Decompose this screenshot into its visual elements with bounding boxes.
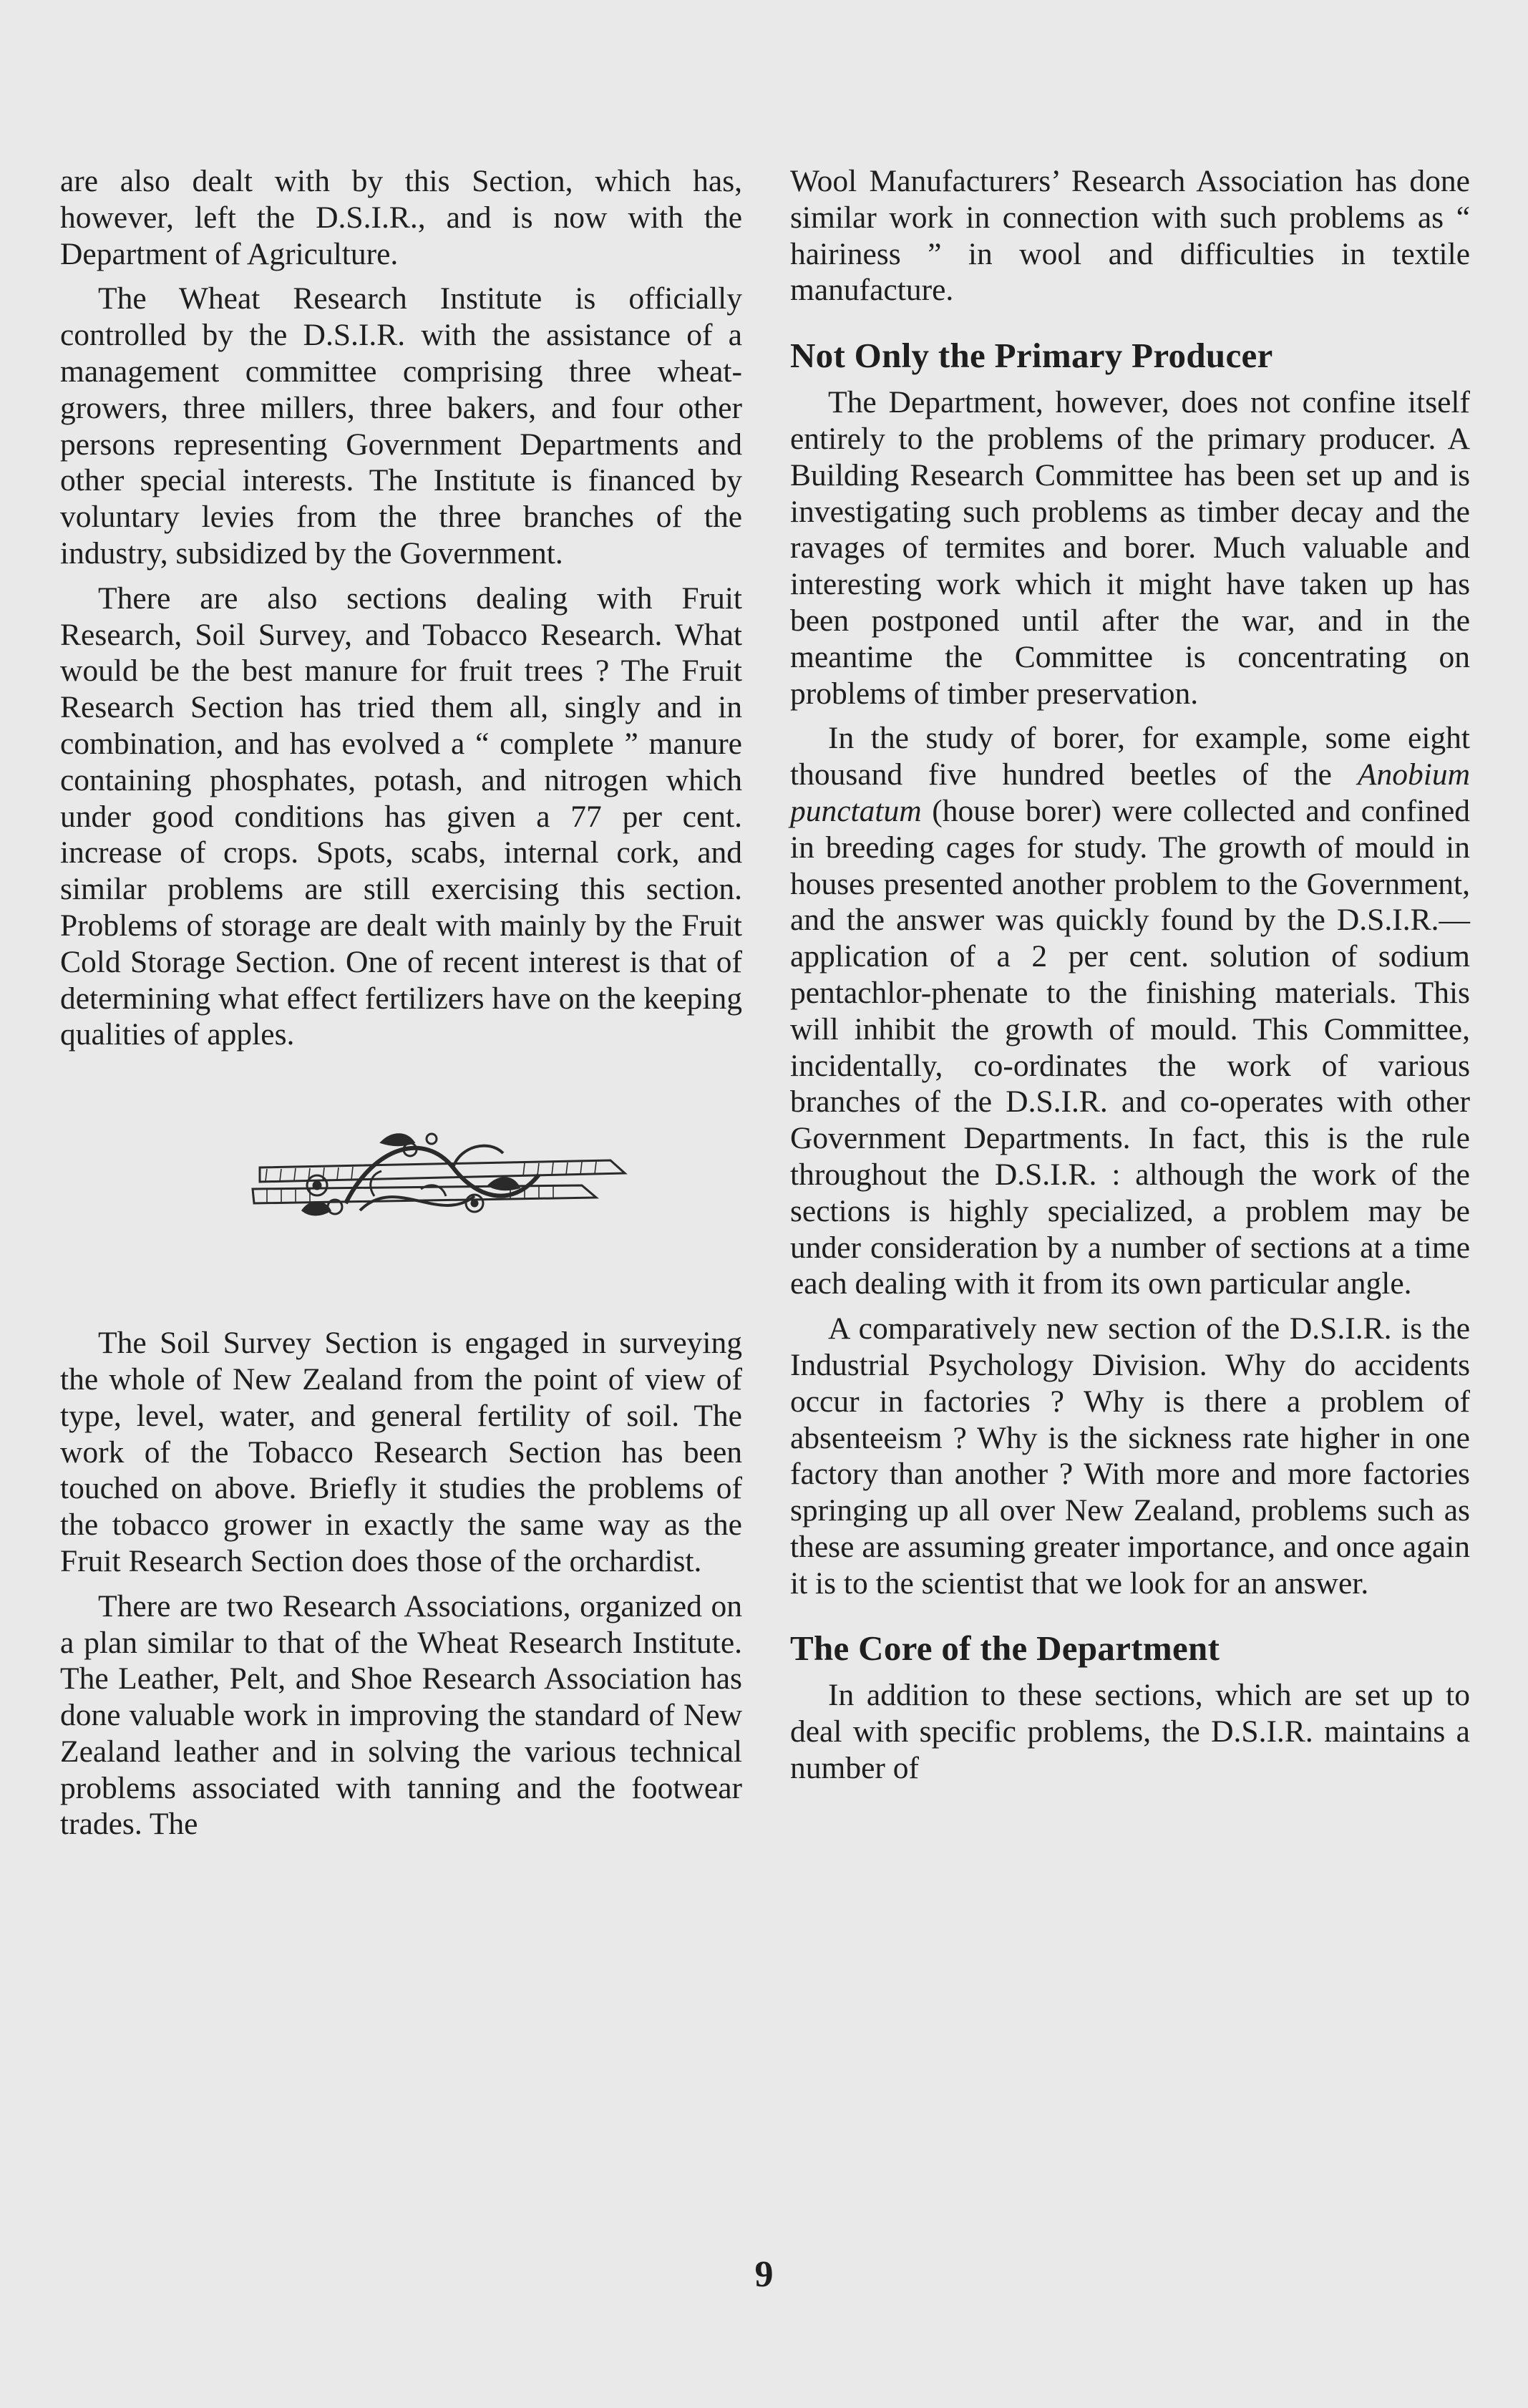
left-column [60,163,742,1843]
floral-vignette-icon [238,1117,639,1239]
paragraph: The Soil Survey Section is engaged in surveying the whole of New Zealand from the point of view of type, level, water, and general fertility of soil. The work of the Tobacco Research Section has been touched on above. Briefly it studies the problems of the tobacco grower in exactly the same way as the Fruit Research Section does those of the orchardist. [60,1326,742,1578]
section-heading: Not Only the Primary Producer [790,336,1273,376]
text-run: (house borer) were collected and confined in breeding cages for study. The growth of mould in houses presented another problem to the Government, and the answer was quickly found by the D.S.I.R.—application of a 2 per cent. solution of sodium pentachlor-phenate to the finishing materials. This will inhibit the growth of mould. This Committee, incidentally, co-ordinates the work of various branches of the D.S.I.R. and co-operates with other Government Departments. In fact, this is the rule throughout the D.S.I.R. : although the work of the sections is highly specialized, a problem may be under consideration by a number of sections at a time each dealing with it from its own particular angle. [790,793,1470,1301]
right-column [790,163,1470,1787]
paragraph: Wool Manufacturers’ Research Association has done similar work in connection with such problems as “ hairiness ” in wool and difficulties in textile manufacture. [790,164,1470,308]
paragraph: The Wheat Research Institute is officially controlled by the D.S.I.R. with the assistance of a management committee comprising three wheat-growers, three millers, three bakers, and four other persons representing Government Departments and other special interests. The Institute is financed by voluntary levies from the three branches of the industry, subsidized by the Government. [60,281,742,571]
paragraph: The Department, however, does not confine itself entirely to the problems of the primary producer. A Building Research Committee has been set up and is investigating such problems as timber decay and the ravages of termites and borer. Much valuable and interesting work which it might have taken up has been postponed until after the war, and in the meantime the Committee is concentrating on problems of timber preservation. [790,385,1470,711]
paragraph: are also dealt with by this Section, which has, however, left the D.S.I.R., and is now with the Department of Agriculture. [60,164,742,271]
species-name: Anobium punctatum [790,757,1470,828]
section-heading: The Core of the Department [790,1628,1220,1669]
paragraph: There are two Research Associations, organized on a plan similar to that of the Wheat Research Institute. The Leather, Pelt, and Shoe Research Association has done valuable work in improving the standard of New Zealand leather and in solving the various technical problems associated with tanning and the footwear trades. The [60,1588,742,1842]
text-run: In the study of borer, for example, some eight thousand five hundred beetles of the [790,721,1470,792]
paragraph: There are also sections dealing with Fruit Research, Soil Survey, and Tobacco Research. What would be the best manure for fruit trees ? The Fruit Research Section has tried them all, singly and in combination, and has evolved a “ complete ” manure containing phosphates, potash, and nitrogen which under good conditions has given a 77 per cent. increase of crops. Spots, scabs, internal cork, and similar problems are still exercising this section. Problems of storage are dealt with mainly by the Fruit Cold Storage Section. One of recent interest is that of determining what effect fertilizers have on the keeping qualities of apples. [60,581,742,1052]
paragraph [790,720,1470,1302]
paragraph: A comparatively new section of the D.S.I.R. is the Industrial Psychology Division. Why do accidents occur in factories ? Why is there a problem of absenteeism ? Why is the sickness rate higher in one factory than another ? With more and more factories springing up all over New Zealand, problems such as these are assuming greater importance, and once again it is to the scientist that we look for an answer. [790,1311,1470,1601]
page-number: 9 [754,2254,774,2295]
paragraph: In addition to these sections, which are set up to deal with specific problems, the D.S.I.R. maintains a number of [790,1678,1470,1786]
